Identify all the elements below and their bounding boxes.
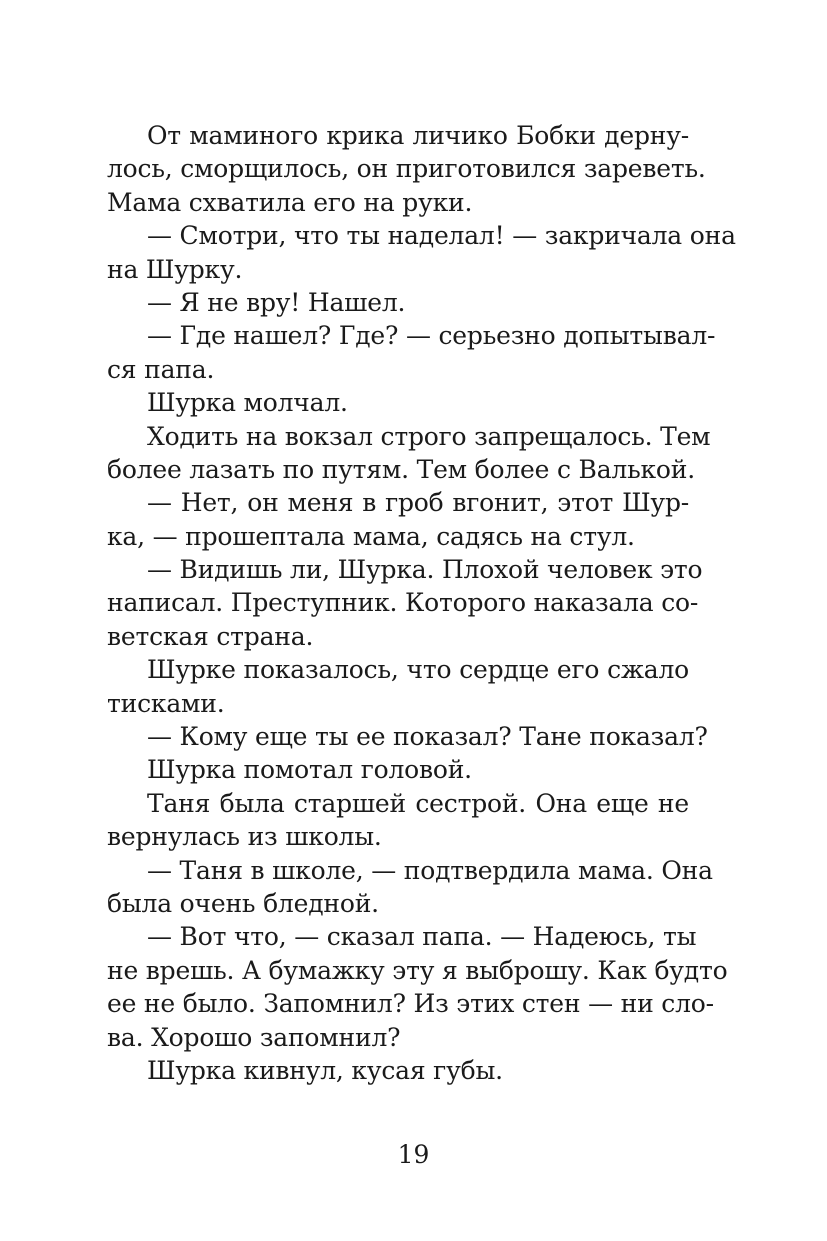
text-line: более лазать по путям. Тем более с Валькой. [107, 454, 695, 484]
text-line: — Смотри, что ты наделал! — закричала она [147, 221, 736, 251]
text-line: была очень бледной. [107, 888, 379, 918]
text-line: От маминого крика личико Бобки дерну- [147, 121, 689, 150]
text-line: Ходить на вокзал строго запрещалось. Тем [147, 421, 711, 451]
body-text [107, 119, 736, 1087]
text-line: — Где нашел? Где? — серьезно допытывал- [147, 321, 716, 351]
text-line: — Видишь ли, Шурка. Плохой человек это [147, 555, 703, 585]
text-line: Шурка кивнул, кусая губы. [147, 1055, 503, 1085]
text-line: ее не было. Запомнил? Из этих стен — ни сло- [107, 989, 714, 1019]
text-line: лось, сморщилось, он приготовился зареветь. [107, 154, 706, 184]
text-line: — Таня в школе, — подтвердила мама. Она [147, 855, 713, 885]
text-line: написал. Преступник. Которого наказала со- [107, 588, 699, 618]
text-line: Таня была старшей сестрой. Она еще не [147, 788, 689, 818]
text-line: — Кому еще ты ее показал? Тане показал? [147, 722, 708, 752]
text-line: ка, — прошептала мама, садясь на стул. [107, 521, 635, 551]
text-line: Шурка помотал головой. [147, 755, 472, 785]
text-line: вернулась из школы. [107, 822, 382, 852]
text-line: Мама схватила его на руки. [107, 187, 473, 217]
text-line: тисками. [107, 688, 225, 718]
text-line: ся папа. [107, 354, 215, 384]
text-line: не врешь. А бумажку эту я выброшу. Как будто [107, 955, 728, 985]
page-number: 19 [397, 1140, 430, 1169]
text-line: Шурке показалось, что сердце его сжало [147, 655, 689, 685]
text-line: — Я не вру! Нашел. [147, 287, 406, 317]
text-line: на Шурку. [107, 254, 243, 284]
text-line: Шурка молчал. [147, 388, 348, 418]
text-line: ветская страна. [107, 621, 314, 651]
text-line: — Вот что, — сказал папа. — Надеюсь, ты [147, 922, 697, 952]
text-line: ва. Хорошо запомнил? [107, 1022, 401, 1052]
text-line: — Нет, он меня в гроб вгонит, этот Шур- [147, 488, 689, 518]
